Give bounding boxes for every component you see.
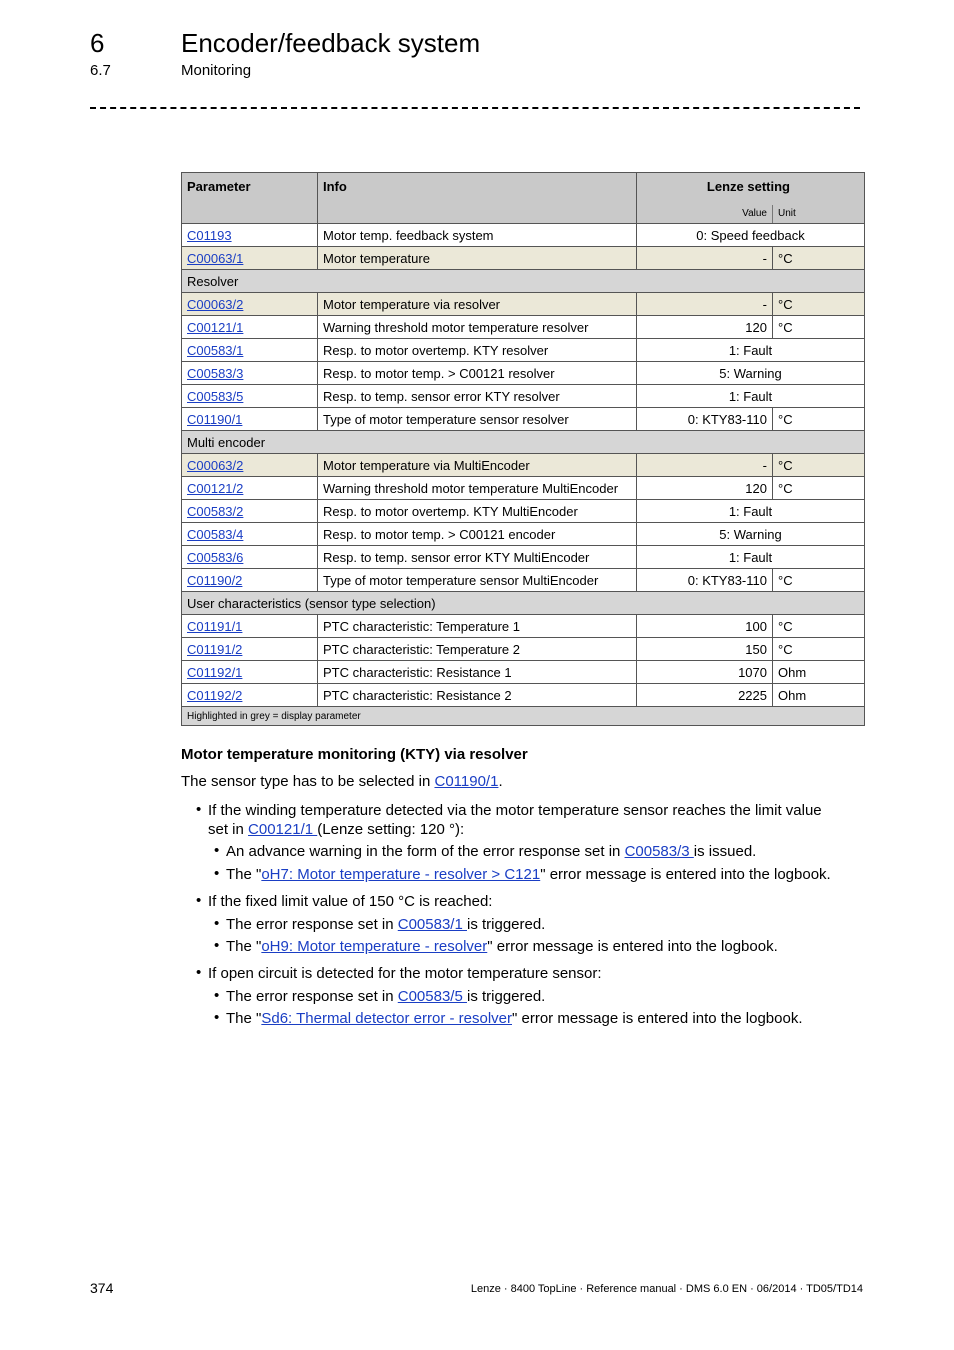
param-cell [182, 569, 318, 592]
param-cell [182, 638, 318, 661]
col-header-value: Value [742, 208, 767, 219]
value-cell: 100 [637, 615, 773, 638]
table-row [182, 247, 865, 270]
param-cell [182, 408, 318, 431]
param-link[interactable]: C01191/1 [187, 618, 243, 634]
param-link[interactable]: C00583/2 [187, 503, 244, 519]
param-cell [182, 454, 318, 477]
link-c00121-1[interactable]: C00121/1 [248, 821, 318, 838]
bullet-3-sub-2: The "Sd6: Thermal detector error - resolver" error message is entered into the logbook. [226, 1010, 803, 1027]
info-cell: Type of motor temperature sensor MultiEncoder [318, 569, 637, 592]
table-row [182, 661, 865, 684]
info-cell: Motor temperature via resolver [318, 293, 637, 316]
param-link[interactable]: C01192/1 [187, 664, 243, 680]
value-cell: 150 [637, 638, 773, 661]
value-cell: 1: Fault [637, 339, 865, 362]
section-title: Monitoring [181, 62, 252, 79]
param-cell [182, 293, 318, 316]
bullet-2-line: If the fixed limit value of 150 °C is reached: [208, 893, 493, 910]
value-cell: 0: KTY83-110 [637, 408, 773, 431]
info-cell: Motor temperature [318, 247, 637, 270]
table-row [182, 224, 865, 247]
link-c01190-1[interactable]: C01190/1 [434, 773, 499, 790]
info-cell: Resp. to motor overtemp. KTY resolver [318, 339, 637, 362]
value-cell: - [637, 293, 773, 316]
table-note-row [182, 707, 865, 726]
table-row [182, 477, 865, 500]
param-cell [182, 385, 318, 408]
info-cell: PTC characteristic: Temperature 1 [318, 615, 637, 638]
bullet-dot: • [196, 964, 202, 981]
unit-cell: °C [773, 454, 865, 477]
table-row [182, 684, 865, 707]
param-link[interactable]: C00121/2 [187, 480, 244, 496]
section-heading: Motor temperature monitoring (KTY) via resolver [181, 746, 528, 763]
chapter-number: 6 [90, 28, 105, 58]
unit-cell: °C [773, 477, 865, 500]
info-cell: Motor temperature via MultiEncoder [318, 454, 637, 477]
unit-cell: °C [773, 316, 865, 339]
value-cell: 5: Warning [637, 523, 865, 546]
value-cell: 0: Speed feedback [637, 224, 865, 247]
section-label: Multi encoder [182, 431, 865, 454]
unit-cell: °C [773, 638, 865, 661]
value-cell: 2225 [637, 684, 773, 707]
parameter-table [181, 172, 865, 726]
info-cell: Resp. to motor temp. > C00121 encoder [318, 523, 637, 546]
info-cell: PTC characteristic: Resistance 2 [318, 684, 637, 707]
param-cell [182, 224, 318, 247]
param-link[interactable]: C00583/3 [187, 365, 244, 381]
bullet-dot: • [214, 987, 220, 1004]
section-label: User characteristics (sensor type selection) [182, 592, 865, 615]
param-cell [182, 661, 318, 684]
param-cell [182, 684, 318, 707]
link-oh9-error[interactable]: oH9: Motor temperature - resolver [261, 938, 488, 955]
param-link[interactable]: C00583/1 [187, 342, 244, 358]
table-row [182, 523, 865, 546]
bullet-2-sub-2: The "oH9: Motor temperature - resolver" error message is entered into the logbook. [226, 938, 778, 955]
param-cell [182, 615, 318, 638]
table-row [182, 339, 865, 362]
col-header-info: Info [318, 173, 637, 224]
bullet-dot: • [214, 937, 220, 954]
bullet-dot: • [214, 915, 220, 932]
info-cell: Warning threshold motor temperature resolver [318, 316, 637, 339]
chapter-title: Encoder/feedback system [181, 28, 481, 58]
bullet-1-line-2: set in C00121/1 (Lenze setting: 120 °): [208, 821, 465, 838]
param-cell [182, 247, 318, 270]
param-link[interactable]: C01193 [187, 227, 232, 243]
link-c00583-1[interactable]: C00583/1 [397, 916, 467, 933]
bullet-1-sub-2: The "oH7: Motor temperature - resolver > C121" error message is entered into the logbook. [226, 866, 831, 883]
param-link[interactable]: C01190/1 [187, 411, 243, 427]
value-cell: 120 [637, 316, 773, 339]
unit-cell: °C [773, 247, 865, 270]
param-cell [182, 523, 318, 546]
param-cell [182, 362, 318, 385]
unit-cell: Ohm [773, 661, 865, 684]
table-row [182, 638, 865, 661]
link-c00583-5[interactable]: C00583/5 [397, 988, 467, 1005]
bullet-dot: • [214, 1009, 220, 1026]
unit-cell: °C [773, 293, 865, 316]
info-cell: Type of motor temperature sensor resolver [318, 408, 637, 431]
unit-cell: Ohm [773, 684, 865, 707]
value-cell: 5: Warning [637, 362, 865, 385]
param-cell [182, 477, 318, 500]
bullet-1-line-1: If the winding temperature detected via the motor temperature sensor reaches the limit value [208, 802, 822, 819]
bullet-dot: • [196, 801, 202, 818]
param-link[interactable]: C01192/2 [187, 687, 243, 703]
section-number: 6.7 [90, 62, 111, 79]
value-cell: 1: Fault [637, 385, 865, 408]
param-link[interactable]: C00583/4 [187, 526, 244, 542]
param-link[interactable]: C00063/2 [187, 296, 244, 312]
section-label: Resolver [182, 270, 865, 293]
param-link[interactable]: C01190/2 [187, 572, 243, 588]
param-cell [182, 316, 318, 339]
param-link[interactable]: C00121/1 [187, 319, 244, 335]
table-row [182, 500, 865, 523]
param-link[interactable]: C00583/6 [187, 549, 244, 565]
info-cell: Resp. to temp. sensor error KTY resolver [318, 385, 637, 408]
col-header-unit: Unit [778, 208, 796, 219]
param-cell [182, 339, 318, 362]
table-row [182, 316, 865, 339]
unit-cell: °C [773, 408, 865, 431]
info-cell: Warning threshold motor temperature MultiEncoder [318, 477, 637, 500]
link-sd6-error[interactable]: Sd6: Thermal detector error - resolver [261, 1010, 512, 1027]
bullet-dot: • [214, 865, 220, 882]
link-c00583-3[interactable]: C00583/3 [624, 843, 694, 860]
bullet-1-sub-1: An advance warning in the form of the error response set in C00583/3 is issued. [226, 843, 757, 860]
info-cell: PTC characteristic: Resistance 1 [318, 661, 637, 684]
value-cell: 120 [637, 477, 773, 500]
table-row [182, 454, 865, 477]
param-link[interactable]: C01191/2 [187, 641, 243, 657]
value-cell: - [637, 454, 773, 477]
value-cell: 0: KTY83-110 [637, 569, 773, 592]
table-row [182, 293, 865, 316]
info-cell: Resp. to temp. sensor error KTY MultiEncoder [318, 546, 637, 569]
info-cell: Resp. to motor overtemp. KTY MultiEncoder [318, 500, 637, 523]
table-note: Highlighted in grey = display parameter [182, 707, 865, 726]
bullet-2-sub-1: The error response set in C00583/1 is triggered. [226, 916, 546, 933]
bullet-3-line: If open circuit is detected for the motor temperature sensor: [208, 965, 602, 982]
table-row [182, 385, 865, 408]
table-row [182, 546, 865, 569]
unit-cell: °C [773, 569, 865, 592]
bullet-dot: • [196, 892, 202, 909]
value-cell: - [637, 247, 773, 270]
col-header-parameter: Parameter [182, 173, 318, 224]
col-header-lenze-setting [637, 173, 865, 224]
value-cell: 1070 [637, 661, 773, 684]
bullet-3-sub-1: The error response set in C00583/5 is triggered. [226, 988, 546, 1005]
table-row [182, 362, 865, 385]
param-link[interactable]: C00063/2 [187, 457, 244, 473]
param-link[interactable]: C00063/1 [187, 250, 244, 266]
unit-cell: °C [773, 615, 865, 638]
value-cell: 1: Fault [637, 500, 865, 523]
page-number: 374 [90, 1280, 114, 1296]
table-row [182, 569, 865, 592]
bullet-dot: • [214, 842, 220, 859]
param-cell [182, 546, 318, 569]
info-cell: PTC characteristic: Temperature 2 [318, 638, 637, 661]
table-section-row [182, 431, 865, 454]
table-row [182, 615, 865, 638]
table-row [182, 408, 865, 431]
footer-info: Lenze · 8400 TopLine · Reference manual · DMS 6.0 EN · 06/2014 · TD05/TD14 [470, 1283, 863, 1295]
param-link[interactable]: C00583/5 [187, 388, 244, 404]
header-divider [90, 107, 860, 109]
param-cell [182, 500, 318, 523]
value-cell: 1: Fault [637, 546, 865, 569]
intro-paragraph: The sensor type has to be selected in C01190/1. [181, 773, 503, 790]
table-section-row [182, 270, 865, 293]
info-cell: Motor temp. feedback system [318, 224, 637, 247]
lenze-setting-label: Lenze setting [706, 179, 790, 194]
link-oh7-error[interactable]: oH7: Motor temperature - resolver > C121 [261, 866, 541, 883]
info-cell: Resp. to motor temp. > C00121 resolver [318, 362, 637, 385]
table-section-row [182, 592, 865, 615]
